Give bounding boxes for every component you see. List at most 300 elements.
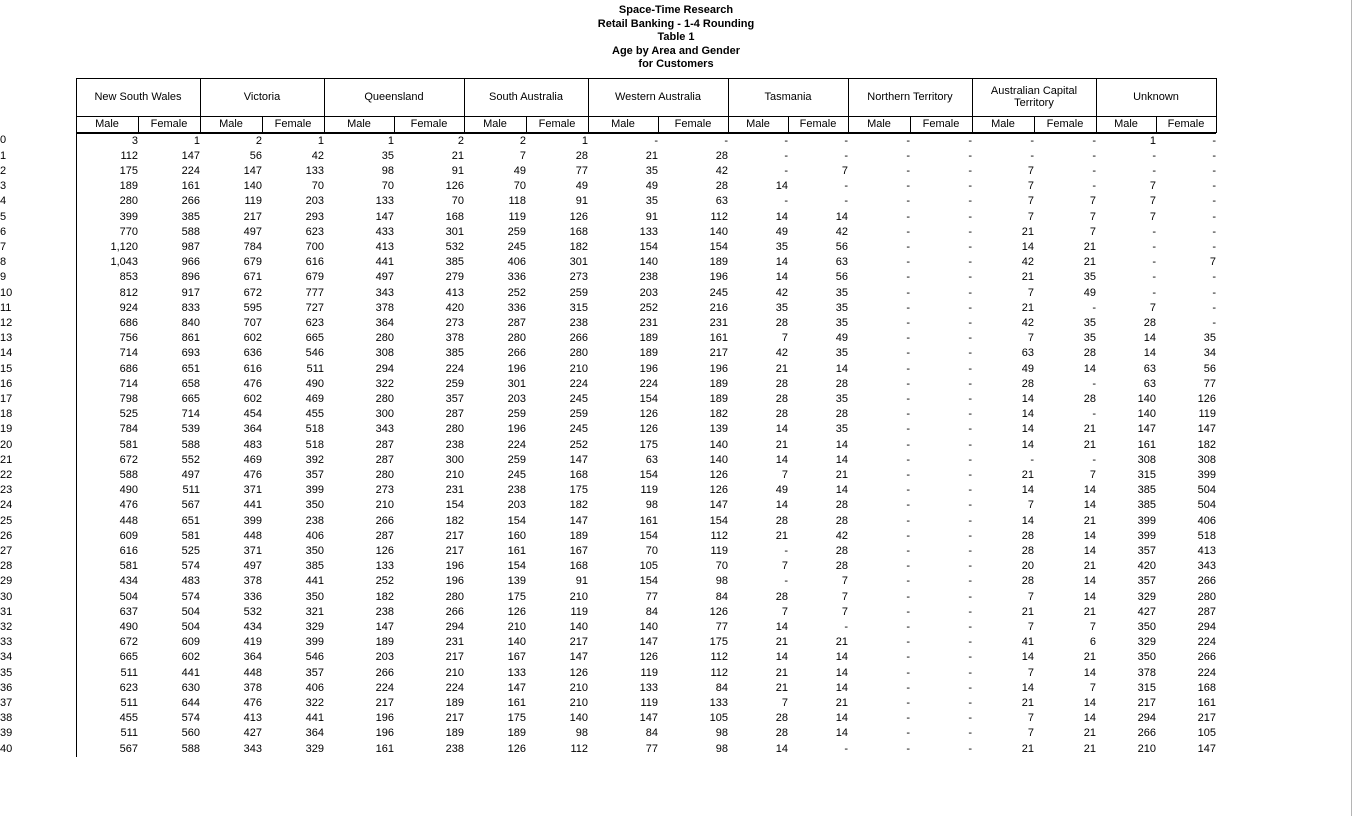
title-line-5: for Customers [638, 58, 714, 70]
table-corner-cell-2 [0, 116, 76, 132]
row-label: 26 [0, 529, 76, 544]
table-row[interactable] [0, 468, 1216, 483]
data-cell: - [1092, 408, 1096, 421]
gender-header-17[interactable]: Male [1096, 116, 1156, 132]
table-row[interactable] [0, 605, 1216, 620]
data-cell: - [906, 742, 910, 755]
data-cell: - [906, 377, 910, 390]
area-header-8[interactable]: Australian Capital Territory [972, 78, 1096, 116]
data-cell: 168 [1197, 681, 1216, 694]
data-cell: - [968, 681, 972, 694]
data-cell: 504 [181, 621, 200, 633]
data-cell: - [906, 636, 910, 649]
data-cell: 378 [445, 332, 464, 345]
data-cell: 49 [835, 332, 848, 345]
table-header-gender-row [0, 116, 1216, 132]
data-cell: 273 [445, 316, 464, 329]
data-cell: 175 [639, 438, 658, 451]
data-cell: 7 [1089, 195, 1096, 208]
data-cell: 504 [181, 605, 200, 618]
data-cell: 63 [645, 453, 658, 466]
data-cell: 70 [451, 195, 464, 208]
table-row[interactable] [0, 362, 1216, 377]
data-cell: 42 [835, 529, 848, 542]
data-cell: 14 [835, 712, 848, 725]
data-cell: 350 [305, 499, 324, 512]
data-cell: 112 [710, 651, 728, 664]
data-cell: - [1212, 240, 1216, 253]
area-header-9[interactable]: Unknown [1096, 78, 1216, 116]
data-cell: 497 [181, 468, 200, 481]
table-row[interactable] [0, 240, 1216, 255]
data-cell: 343 [375, 423, 394, 436]
table-row[interactable] [0, 210, 1216, 225]
data-cell: 119 [1198, 408, 1216, 421]
data-cell: 623 [305, 225, 324, 238]
data-cell: 28 [775, 392, 788, 405]
data-cell: 7 [1027, 286, 1034, 299]
data-cell: - [844, 134, 848, 147]
table-row[interactable] [0, 620, 1216, 635]
data-cell: 560 [181, 727, 200, 740]
table-row[interactable] [0, 711, 1216, 726]
data-cell: 252 [569, 438, 588, 451]
data-cell: 21 [1021, 225, 1034, 238]
data-cell: 14 [775, 651, 788, 664]
data-cell: 7 [1089, 225, 1096, 238]
data-cell: - [906, 271, 910, 284]
table-row[interactable] [0, 149, 1216, 164]
gender-header-1[interactable]: Male [76, 116, 138, 132]
row-label: 10 [0, 286, 76, 301]
table-row[interactable] [0, 529, 1216, 544]
data-cell: 7 [841, 575, 848, 588]
data-cell: 28 [775, 514, 788, 527]
gender-header-18[interactable]: Female [1156, 116, 1216, 132]
table-row[interactable] [0, 133, 1216, 149]
data-cell: 504 [1197, 499, 1216, 512]
data-cell: 147 [375, 621, 394, 633]
data-cell: 70 [513, 180, 526, 193]
data-cell: - [1030, 453, 1034, 466]
gender-header-13[interactable]: Male [848, 116, 910, 132]
data-cell: 727 [305, 301, 324, 314]
data-cell: 224 [569, 377, 588, 390]
data-cell: 21 [1083, 514, 1096, 527]
data-cell: - [968, 484, 972, 497]
data-cell: 14 [1021, 438, 1034, 451]
data-cell: - [968, 727, 972, 740]
gender-header-3[interactable]: Male [200, 116, 262, 132]
data-cell: 287 [375, 453, 394, 466]
data-cell: 364 [375, 316, 394, 329]
data-cell: - [1152, 286, 1156, 299]
data-cell: 329 [305, 742, 324, 755]
data-cell: 112 [570, 742, 588, 755]
table-row[interactable] [0, 635, 1216, 650]
gender-header-8[interactable]: Female [526, 116, 588, 132]
data-cell: 28 [1143, 316, 1156, 329]
table-row[interactable] [0, 742, 1216, 757]
data-cell: 196 [375, 712, 394, 725]
data-cell: 91 [451, 164, 464, 177]
data-cell: 28 [715, 180, 728, 193]
data-cell: 126 [639, 651, 658, 664]
data-cell: - [968, 590, 972, 603]
data-cell: - [1092, 377, 1096, 390]
data-cell: 203 [507, 392, 526, 405]
data-cell: 546 [305, 347, 324, 360]
data-cell: - [968, 514, 972, 527]
data-cell: 252 [375, 575, 394, 588]
data-cell: 161 [507, 697, 526, 710]
data-cell: 7 [1149, 195, 1156, 208]
table-row[interactable] [0, 225, 1216, 240]
table-row[interactable] [0, 726, 1216, 741]
data-cell: 161 [181, 180, 200, 193]
data-cell: 420 [1137, 560, 1156, 573]
row-label: 23 [0, 483, 76, 498]
data-cell: - [968, 392, 972, 405]
table-row[interactable] [0, 270, 1216, 285]
data-cell: 35 [1083, 316, 1096, 329]
data-cell: 665 [305, 332, 324, 345]
data-cell: 378 [243, 681, 262, 694]
gender-header-15[interactable]: Male [972, 116, 1034, 132]
data-cell: - [1152, 149, 1156, 162]
data-cell: 49 [513, 164, 526, 177]
data-cell: 441 [181, 666, 200, 679]
data-cell: - [906, 438, 910, 451]
area-header-2[interactable]: Victoria [200, 78, 324, 116]
data-cell: 623 [305, 316, 324, 329]
table-row[interactable] [0, 179, 1216, 194]
data-cell: 616 [243, 362, 262, 375]
data-cell: 196 [709, 362, 728, 375]
gender-header-7[interactable]: Male [464, 116, 526, 132]
data-cell: - [968, 377, 972, 390]
data-cell: 182 [375, 590, 394, 603]
data-cell: 399 [1197, 468, 1216, 481]
gender-header-10[interactable]: Female [658, 116, 728, 132]
table-row[interactable] [0, 422, 1216, 437]
gender-header-4[interactable]: Female [262, 116, 324, 132]
data-cell: 532 [243, 605, 262, 618]
data-cell: 84 [645, 605, 658, 618]
data-cell: 189 [507, 727, 526, 740]
data-cell: - [906, 651, 910, 664]
data-cell: 511 [182, 484, 200, 497]
table-row[interactable] [0, 590, 1216, 605]
data-cell: 203 [507, 499, 526, 512]
data-cell: 21 [1021, 271, 1034, 284]
data-cell: 21 [775, 438, 788, 451]
data-cell: 21 [1083, 423, 1096, 436]
data-cell: 532 [445, 240, 464, 253]
data-cell: 6 [1089, 636, 1096, 649]
data-cell: 35 [775, 301, 788, 314]
data-cell: 14 [775, 256, 788, 269]
data-cell: 7 [841, 605, 848, 618]
row-label: 16 [0, 377, 76, 392]
data-cell: 315 [1137, 468, 1156, 481]
data-cell: - [784, 575, 788, 588]
data-cell: 7 [1027, 590, 1034, 603]
data-cell: 399 [1137, 514, 1156, 527]
table-row[interactable] [0, 286, 1216, 301]
data-cell: 987 [181, 240, 200, 253]
gender-header-2[interactable]: Female [138, 116, 200, 132]
data-cell: 35 [645, 195, 658, 208]
data-cell: 28 [775, 712, 788, 725]
data-cell: 21 [451, 149, 464, 162]
data-cell: 321 [305, 605, 324, 618]
row-label: 38 [0, 711, 76, 726]
data-cell: 245 [569, 392, 588, 405]
table-row[interactable] [0, 331, 1216, 346]
data-cell: 539 [181, 423, 200, 436]
data-cell: - [968, 636, 972, 649]
data-cell: 21 [1083, 438, 1096, 451]
data-cell: 301 [445, 225, 464, 238]
data-cell: 14 [835, 651, 848, 664]
data-cell: 1 [193, 134, 200, 147]
data-cell: 49 [1021, 362, 1034, 375]
data-cell: 196 [639, 362, 658, 375]
table-row[interactable] [0, 498, 1216, 513]
data-cell: 210 [445, 468, 464, 481]
data-cell: 168 [445, 210, 464, 223]
data-cell: 210 [445, 666, 464, 679]
data-cell: 238 [507, 484, 526, 497]
report-title-block [0, 0, 1352, 72]
data-cell: 266 [181, 195, 200, 208]
data-cell: - [906, 697, 910, 710]
area-header-5[interactable]: Western Australia [588, 78, 728, 116]
data-cell: 14 [775, 180, 788, 193]
data-cell: 378 [1137, 666, 1156, 679]
gender-header-12[interactable]: Female [788, 116, 848, 132]
table-row[interactable] [0, 407, 1216, 422]
data-cell: 350 [1137, 651, 1156, 664]
data-cell: 139 [507, 575, 526, 588]
data-cell: 119 [508, 210, 526, 223]
data-cell: 217 [445, 712, 464, 725]
table-row[interactable] [0, 681, 1216, 696]
data-cell: 266 [1137, 727, 1156, 740]
data-cell: 70 [715, 560, 728, 573]
data-cell: 518 [1197, 529, 1216, 542]
row-label: 2 [0, 164, 76, 179]
data-cell: 406 [1197, 514, 1216, 527]
row-label: 21 [0, 453, 76, 468]
table-row[interactable] [0, 316, 1216, 331]
data-cell: 63 [1143, 362, 1156, 375]
data-cell: 63 [835, 256, 848, 269]
data-cell: 154 [445, 499, 464, 512]
table-row[interactable] [0, 438, 1216, 453]
table-row[interactable] [0, 346, 1216, 361]
data-cell: 7 [1027, 210, 1034, 223]
data-cell: 245 [507, 240, 526, 253]
data-cell: 14 [1021, 681, 1034, 694]
data-cell: - [968, 529, 972, 542]
gender-header-16[interactable]: Female [1034, 116, 1096, 132]
table-row[interactable] [0, 194, 1216, 209]
data-cell: 161 [507, 544, 526, 557]
data-cell: - [1030, 149, 1034, 162]
data-cell: 217 [709, 347, 728, 360]
table-row[interactable] [0, 453, 1216, 468]
data-cell: 280 [119, 195, 138, 208]
data-cell: 147 [1137, 423, 1156, 436]
data-cell: 378 [375, 301, 394, 314]
data-cell: 7 [1027, 180, 1034, 193]
data-cell: 28 [575, 149, 588, 162]
data-cell: - [1152, 256, 1156, 269]
data-cell: 210 [507, 621, 526, 633]
gender-header-6[interactable]: Female [394, 116, 464, 132]
gender-header-11[interactable]: Male [728, 116, 788, 132]
data-cell: - [844, 195, 848, 208]
data-cell: 588 [181, 438, 200, 451]
data-cell: 385 [445, 256, 464, 269]
table-row[interactable] [0, 666, 1216, 681]
data-cell: - [968, 697, 972, 710]
data-cell: 581 [119, 560, 138, 573]
data-cell: - [844, 149, 848, 162]
data-cell: - [906, 225, 910, 238]
data-cell: - [906, 621, 910, 633]
data-cell: 216 [709, 301, 728, 314]
area-header-4[interactable]: South Australia [464, 78, 588, 116]
data-cell: 98 [575, 727, 588, 740]
area-header-6[interactable]: Tasmania [728, 78, 848, 116]
data-cell: 2 [457, 134, 464, 147]
data-cell: 266 [1197, 575, 1216, 588]
data-cell: 385 [1137, 484, 1156, 497]
data-cell: - [906, 468, 910, 481]
title-line-2: Retail Banking - 1-4 Rounding [597, 17, 755, 30]
data-cell: 231 [709, 316, 728, 329]
area-header-7[interactable]: Northern Territory [848, 78, 972, 116]
data-cell: 7 [781, 468, 788, 481]
data-cell: 224 [181, 164, 200, 177]
data-cell: - [1092, 164, 1096, 177]
data-cell: - [906, 332, 910, 345]
data-cell: 7 [781, 332, 788, 345]
data-cell: 147 [569, 651, 588, 664]
table-row[interactable] [0, 164, 1216, 179]
data-cell: 300 [375, 408, 394, 421]
row-label: 24 [0, 498, 76, 513]
table-row[interactable] [0, 255, 1216, 270]
data-cell: - [968, 332, 972, 345]
data-cell: 1 [1149, 134, 1156, 147]
data-cell: - [906, 453, 910, 466]
data-cell: 21 [835, 468, 848, 481]
data-cell: 7 [1027, 621, 1034, 633]
data-cell: 28 [775, 408, 788, 421]
table-row[interactable] [0, 544, 1216, 559]
table-row[interactable] [0, 559, 1216, 574]
data-cell: - [906, 727, 910, 740]
data-cell: 336 [507, 301, 526, 314]
data-cell: 119 [244, 195, 262, 208]
table-row[interactable] [0, 514, 1216, 529]
data-cell: 49 [645, 180, 658, 193]
table-row[interactable] [0, 574, 1216, 589]
area-header-1[interactable]: New South Wales [76, 78, 200, 116]
data-cell: 602 [181, 651, 200, 664]
table-row[interactable] [0, 483, 1216, 498]
data-cell: 21 [1021, 301, 1034, 314]
data-cell: 490 [119, 621, 138, 633]
data-cell: 42 [715, 164, 728, 177]
data-cell: 518 [305, 423, 324, 436]
data-cell: 161 [639, 514, 658, 527]
data-cell: 42 [311, 149, 324, 162]
data-cell: 21 [775, 666, 788, 679]
data-cell: 588 [181, 742, 200, 755]
data-cell: - [784, 544, 788, 557]
data-cell: 419 [243, 636, 262, 649]
data-cell: 7 [1089, 468, 1096, 481]
data-cell: 441 [305, 575, 324, 588]
table-row[interactable] [0, 392, 1216, 407]
data-cell: - [968, 347, 972, 360]
data-cell: 189 [445, 697, 464, 710]
table-row[interactable] [0, 377, 1216, 392]
gender-header-9[interactable]: Male [588, 116, 658, 132]
data-cell: - [968, 621, 972, 633]
data-cell: - [906, 529, 910, 542]
table-row[interactable] [0, 301, 1216, 316]
data-cell: 14 [835, 681, 848, 694]
row-label: 34 [0, 650, 76, 665]
data-cell: - [724, 134, 728, 147]
data-cell: 140 [639, 621, 658, 633]
data-cell: - [906, 423, 910, 436]
data-cell: 7 [1149, 180, 1156, 193]
data-cell: - [968, 712, 972, 725]
gender-header-5[interactable]: Male [324, 116, 394, 132]
gender-header-14[interactable]: Female [910, 116, 972, 132]
table-row[interactable] [0, 650, 1216, 665]
data-cell: 651 [181, 362, 200, 375]
data-cell: 175 [507, 590, 526, 603]
data-cell: 14 [1021, 392, 1034, 405]
data-cell: - [1152, 271, 1156, 284]
data-cell: - [784, 164, 788, 177]
area-header-3[interactable]: Queensland [324, 78, 464, 116]
table-row[interactable] [0, 696, 1216, 711]
data-cell: 671 [243, 271, 262, 284]
data-cell: - [968, 468, 972, 481]
data-cell: 385 [181, 210, 200, 223]
data-cell: - [844, 180, 848, 193]
data-cell: - [1212, 301, 1216, 314]
data-cell: 343 [375, 286, 394, 299]
data-cell: - [906, 362, 910, 375]
data-cell: 245 [709, 286, 728, 299]
data-cell: 238 [445, 438, 464, 451]
data-cell: 28 [835, 408, 848, 421]
data-cell: 118 [508, 195, 526, 208]
data-cell: 567 [181, 499, 200, 512]
data-cell: 217 [1197, 712, 1216, 725]
data-cell: 399 [305, 636, 324, 649]
